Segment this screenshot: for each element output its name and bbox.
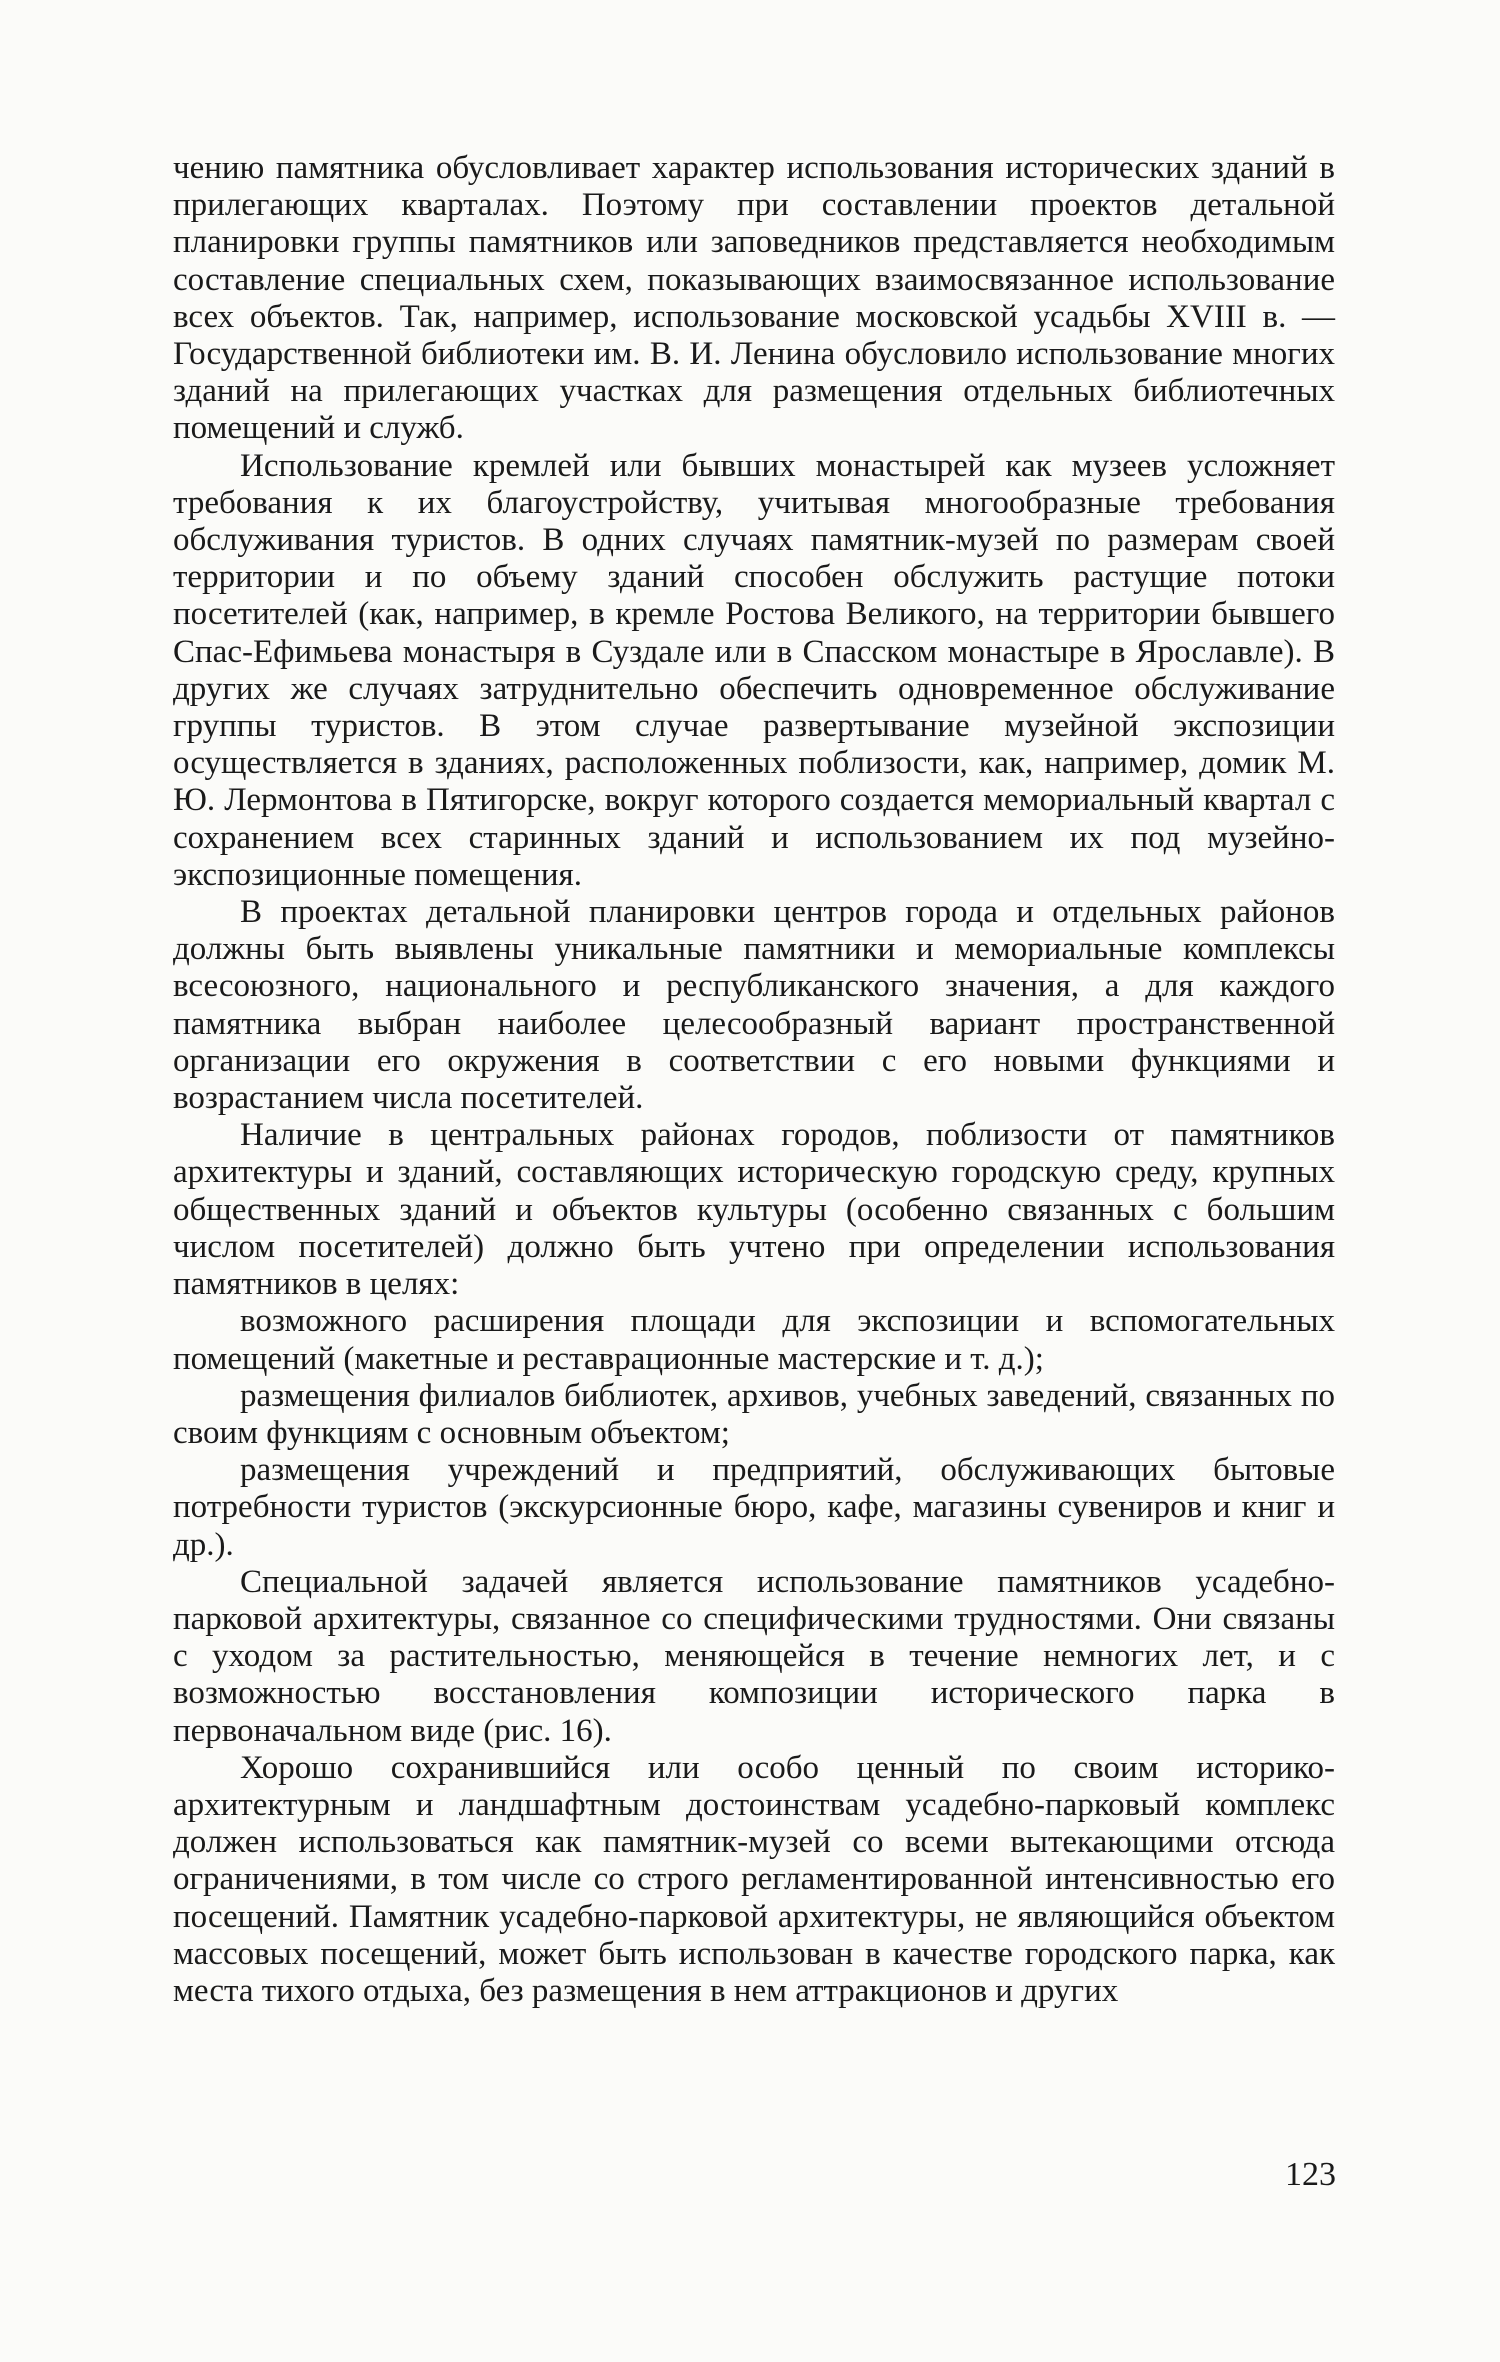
paragraph-4: Наличие в центральных районах городов, поблизости от памятников архитектуры и зданий, составляющих историческую городскую среду, крупных общественных зданий и объектов культуры (особенно связанных с большим числом посетителей) должно быть учтено при определении использования памятников в целях: [173, 1117, 1335, 1303]
paragraph-1: чению памятника обусловливает характер использования исторических зданий в прилегающих кварталах. Поэтому при составлении проектов детальной планировки группы памятников или заповедников представляется необходимым составление специальных схем, показывающих взаимосвязанное использование всех объектов. Так, например, использование московской усадьбы XVIII в. — Государственной библиотеки им. В. И. Ленина обусловило использование многих зданий на прилегающих участках для размещения отдельных библиотечных помещений и служб. [173, 150, 1335, 447]
paragraph-3: В проектах детальной планировки центров города и отдельных районов должны быть выявлены уникальные памятники и мемориальные комплексы всесоюзного, национального и республиканского значения, а для каждого памятника выбран наиболее целесообразный вариант пространственной организации его окружения в соответствии с его новыми функциями и возрастанием числа посетителей. [173, 894, 1335, 1117]
page-number: 123 [1285, 2156, 1336, 2193]
paragraph-5: Специальной задачей является использование памятников усадебно-парковой архитектуры, связанное со специфическими трудностями. Они связаны с уходом за растительностью, меняющейся в течение немногих лет, и с возможностью восстановления композиции исторического парка в первоначальном виде (рис. 16). [173, 1563, 1335, 1749]
page-body [173, 150, 1335, 2010]
list-item-1: возможного расширения площади для экспозиции и вспомогательных помещений (макетные и реставрационные мастерские и т. д.); [173, 1303, 1335, 1377]
paragraph-6: Хорошо сохранившийся или особо ценный по своим историко-архитектурным и ландшафтным достоинствам усадебно-парковый комплекс должен использоваться как памятник-музей со всеми вытекающими отсюда ограничениями, в том числе со строго регламентированной интенсивностью его посещений. Памятник усадебно-парковой архитектуры, не являющийся объектом массовых посещений, может быть использован в качестве городского парка, как места тихого отдыха, без размещения в нем аттракционов и других [173, 1749, 1335, 2009]
list-item-3: размещения учреждений и предприятий, обслуживающих бытовые потребности туристов (экскурсионные бюро, кафе, магазины сувениров и книг и др.). [173, 1452, 1335, 1563]
list-item-2: размещения филиалов библиотек, архивов, учебных заведений, связанных по своим функциям с основным объектом; [173, 1377, 1335, 1451]
paragraph-2: Использование кремлей или бывших монастырей как музеев усложняет требования к их благоустройству, учитывая многообразные требования обслуживания туристов. В одних случаях памятник-музей по размерам своей территории и по объему зданий способен обслужить растущие потоки посетителей (как, например, в кремле Ростова Великого, на территории бывшего Спас-Ефимьева монастыря в Суздале или в Спасском монастыре в Ярославле). В других же случаях затруднительно обеспечить одновременное обслуживание группы туристов. В этом случае развертывание музейной экспозиции осуществляется в зданиях, расположенных поблизости, как, например, домик М. Ю. Лермонтова в Пятигорске, вокруг которого создается мемориальный квартал с сохранением всех старинных зданий и использованием их под музейно-экспозиционные помещения. [173, 447, 1335, 893]
